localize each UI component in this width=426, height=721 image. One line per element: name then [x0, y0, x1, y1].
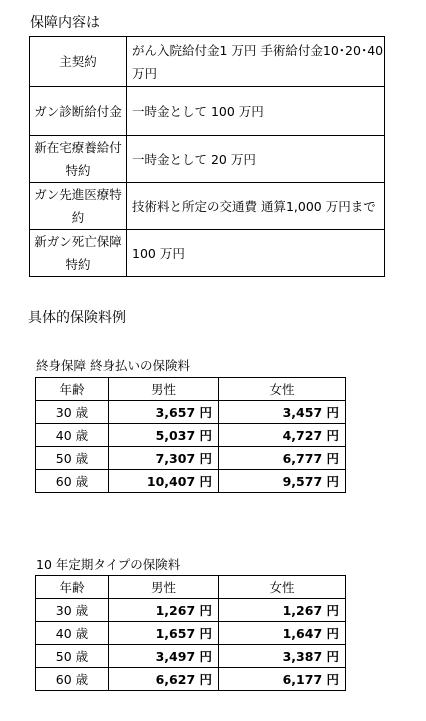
table-row — [30, 87, 385, 136]
female-premium: 1,267 円 — [219, 599, 346, 622]
lifetime-premium-table — [35, 377, 346, 493]
age-cell: 50 歳 — [36, 645, 109, 668]
table-row — [36, 645, 346, 668]
examples-heading: 具体的保険料例 — [28, 310, 126, 326]
male-premium: 1,267 円 — [109, 599, 219, 622]
lifetime-caption: 終身保障 終身払いの保険料 — [36, 358, 190, 373]
table-row — [30, 183, 385, 230]
male-premium: 10,407 円 — [109, 470, 219, 493]
coverage-value: 一時金として 100 万円 — [127, 87, 385, 136]
female-premium: 6,777 円 — [219, 447, 346, 470]
age-cell: 40 歳 — [36, 424, 109, 447]
table-row — [36, 622, 346, 645]
female-premium: 3,457 円 — [219, 401, 346, 424]
female-premium: 4,727 円 — [219, 424, 346, 447]
age-cell: 60 歳 — [36, 668, 109, 691]
term-caption: 10 年定期タイプの保険料 — [36, 557, 181, 572]
age-header: 年齢 — [36, 378, 109, 401]
term-premium-table — [35, 575, 346, 691]
coverage-value: 100 万円 — [127, 230, 385, 277]
coverage-value: 技術料と所定の交通費 通算1,000 万円まで — [127, 183, 385, 230]
age-header: 年齢 — [36, 576, 109, 599]
table-row — [30, 37, 385, 87]
female-header: 女性 — [219, 576, 346, 599]
coverage-label: ガン先進医療特約 — [30, 183, 127, 230]
age-cell: 30 歳 — [36, 599, 109, 622]
table-row — [36, 668, 346, 691]
coverage-value: がん入院給付金1 万円 手術給付金10･20･40 万円 — [127, 37, 385, 87]
table-row — [30, 136, 385, 183]
coverage-label: 主契約 — [30, 37, 127, 87]
age-cell: 50 歳 — [36, 447, 109, 470]
coverage-label: 新在宅療養給付特約 — [30, 136, 127, 183]
female-premium: 3,387 円 — [219, 645, 346, 668]
female-premium: 9,577 円 — [219, 470, 346, 493]
age-cell: 30 歳 — [36, 401, 109, 424]
male-premium: 5,037 円 — [109, 424, 219, 447]
male-premium: 6,627 円 — [109, 668, 219, 691]
male-header: 男性 — [109, 378, 219, 401]
male-premium: 3,497 円 — [109, 645, 219, 668]
table-row — [36, 447, 346, 470]
coverage-value: 一時金として 20 万円 — [127, 136, 385, 183]
coverage-label: 新ガン死亡保障特約 — [30, 230, 127, 277]
table-header-row — [36, 576, 346, 599]
female-premium: 1,647 円 — [219, 622, 346, 645]
coverage-table — [29, 36, 385, 277]
table-row — [36, 599, 346, 622]
female-premium: 6,177 円 — [219, 668, 346, 691]
age-cell: 40 歳 — [36, 622, 109, 645]
coverage-label: ガン診断給付金 — [30, 87, 127, 136]
female-header: 女性 — [219, 378, 346, 401]
table-row — [36, 401, 346, 424]
male-header: 男性 — [109, 576, 219, 599]
table-header-row — [36, 378, 346, 401]
table-row — [30, 230, 385, 277]
table-row — [36, 470, 346, 493]
male-premium: 7,307 円 — [109, 447, 219, 470]
age-cell: 60 歳 — [36, 470, 109, 493]
male-premium: 3,657 円 — [109, 401, 219, 424]
male-premium: 1,657 円 — [109, 622, 219, 645]
coverage-title: 保障内容は — [30, 15, 100, 31]
table-row — [36, 424, 346, 447]
